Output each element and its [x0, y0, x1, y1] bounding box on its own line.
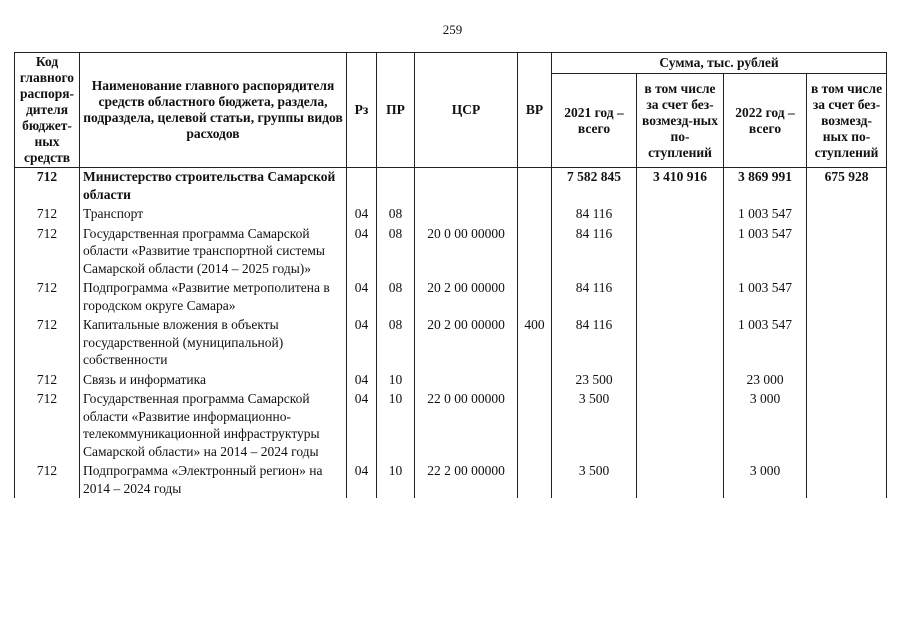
cell-2022-total: 1 003 547 [724, 224, 807, 279]
cell-2022-total: 3 000 [724, 389, 807, 461]
header-code: Код главного распоря-дителя бюджет-ных средств [15, 53, 80, 168]
header-pr: ПР [377, 53, 415, 168]
cell-code: 712 [15, 315, 80, 370]
cell-rz [347, 168, 377, 205]
cell-name: Министерство строительства Самарской области [80, 168, 347, 205]
table-row [15, 461, 887, 498]
cell-2021-total: 23 500 [552, 370, 637, 390]
cell-vr [518, 204, 552, 224]
cell-2022-free [807, 224, 887, 279]
cell-code: 712 [15, 389, 80, 461]
page-number: 259 [442, 22, 463, 37]
cell-csr [415, 168, 518, 205]
cell-vr: 400 [518, 315, 552, 370]
cell-2021-total: 3 500 [552, 461, 637, 498]
cell-csr: 20 0 00 00000 [415, 224, 518, 279]
table-row [15, 315, 887, 370]
header-sum-group: Сумма, тыс. рублей [552, 53, 887, 74]
cell-name: Государственная программа Самарской области «Развитие транспортной системы Самарской области (2014 – 2025 годы)» [80, 224, 347, 279]
table-row [15, 370, 887, 390]
cell-pr: 10 [377, 389, 415, 461]
cell-pr: 08 [377, 224, 415, 279]
header-2022-total: 2022 год – всего [724, 74, 807, 168]
cell-rz: 04 [347, 278, 377, 315]
cell-2022-free [807, 278, 887, 315]
cell-pr: 08 [377, 315, 415, 370]
cell-2022-free [807, 315, 887, 370]
table-row [15, 278, 887, 315]
budget-table [14, 52, 887, 498]
cell-name: Государственная программа Самарской области «Развитие информационно-телекоммуникационной инфраструктуры Самарской области» на 2014 – 2024 годы [80, 389, 347, 461]
cell-2022-free [807, 370, 887, 390]
cell-code: 712 [15, 461, 80, 498]
cell-2021-free [637, 370, 724, 390]
cell-rz: 04 [347, 315, 377, 370]
cell-2022-total: 1 003 547 [724, 278, 807, 315]
cell-2021-free [637, 224, 724, 279]
cell-rz: 04 [347, 461, 377, 498]
cell-csr [415, 370, 518, 390]
cell-2021-free: 3 410 916 [637, 168, 724, 205]
cell-vr [518, 168, 552, 205]
cell-2022-total: 1 003 547 [724, 204, 807, 224]
table-row [15, 204, 887, 224]
cell-rz: 04 [347, 224, 377, 279]
cell-2021-total: 84 116 [552, 224, 637, 279]
cell-vr [518, 224, 552, 279]
table-row [15, 168, 887, 205]
header-csr: ЦСР [415, 53, 518, 168]
cell-2021-free [637, 204, 724, 224]
table-body [15, 168, 887, 499]
cell-pr: 08 [377, 204, 415, 224]
table-row [15, 389, 887, 461]
cell-rz: 04 [347, 370, 377, 390]
cell-csr: 22 0 00 00000 [415, 389, 518, 461]
cell-name: Подпрограмма «Электронный регион» на 2014 – 2024 годы [80, 461, 347, 498]
cell-2021-total: 7 582 845 [552, 168, 637, 205]
cell-vr [518, 278, 552, 315]
cell-vr [518, 461, 552, 498]
header-name: Наименование главного распорядителя средств областного бюджета, раздела, подраздела, целевой статьи, группы видов расходов [80, 53, 347, 168]
cell-2021-free [637, 389, 724, 461]
cell-rz: 04 [347, 389, 377, 461]
cell-2021-total: 3 500 [552, 389, 637, 461]
cell-2021-free [637, 461, 724, 498]
cell-2022-total: 23 000 [724, 370, 807, 390]
cell-2021-free [637, 278, 724, 315]
cell-code: 712 [15, 224, 80, 279]
cell-pr: 10 [377, 461, 415, 498]
cell-name: Связь и информатика [80, 370, 347, 390]
header-2021-free: в том числе за счет без-возмезд-ных по-ступлений [637, 74, 724, 168]
cell-2021-total: 84 116 [552, 278, 637, 315]
table-row [15, 224, 887, 279]
cell-code: 712 [15, 370, 80, 390]
header-vr: ВР [518, 53, 552, 168]
table-header [15, 53, 887, 168]
header-2021-total: 2021 год – всего [552, 74, 637, 168]
cell-name: Подпрограмма «Развитие метрополитена в городском округе Самара» [80, 278, 347, 315]
cell-2022-free: 675 928 [807, 168, 887, 205]
cell-csr: 22 2 00 00000 [415, 461, 518, 498]
cell-2022-total: 3 869 991 [724, 168, 807, 205]
cell-rz: 04 [347, 204, 377, 224]
cell-pr: 08 [377, 278, 415, 315]
cell-name: Капитальные вложения в объекты государственной (муниципальной) собственности [80, 315, 347, 370]
cell-vr [518, 389, 552, 461]
cell-code: 712 [15, 278, 80, 315]
cell-2022-free [807, 204, 887, 224]
cell-pr: 10 [377, 370, 415, 390]
cell-pr [377, 168, 415, 205]
header-2022-free: в том числе за счет без-возмезд-ных по-ступлений [807, 74, 887, 168]
cell-vr [518, 370, 552, 390]
cell-2022-total: 1 003 547 [724, 315, 807, 370]
cell-csr: 20 2 00 00000 [415, 278, 518, 315]
cell-2022-total: 3 000 [724, 461, 807, 498]
cell-code: 712 [15, 204, 80, 224]
cell-2021-free [637, 315, 724, 370]
cell-code: 712 [15, 168, 80, 205]
header-rz: Рз [347, 53, 377, 168]
cell-2021-total: 84 116 [552, 315, 637, 370]
cell-2021-total: 84 116 [552, 204, 637, 224]
cell-csr: 20 2 00 00000 [415, 315, 518, 370]
cell-2022-free [807, 389, 887, 461]
cell-csr [415, 204, 518, 224]
cell-2022-free [807, 461, 887, 498]
cell-name: Транспорт [80, 204, 347, 224]
